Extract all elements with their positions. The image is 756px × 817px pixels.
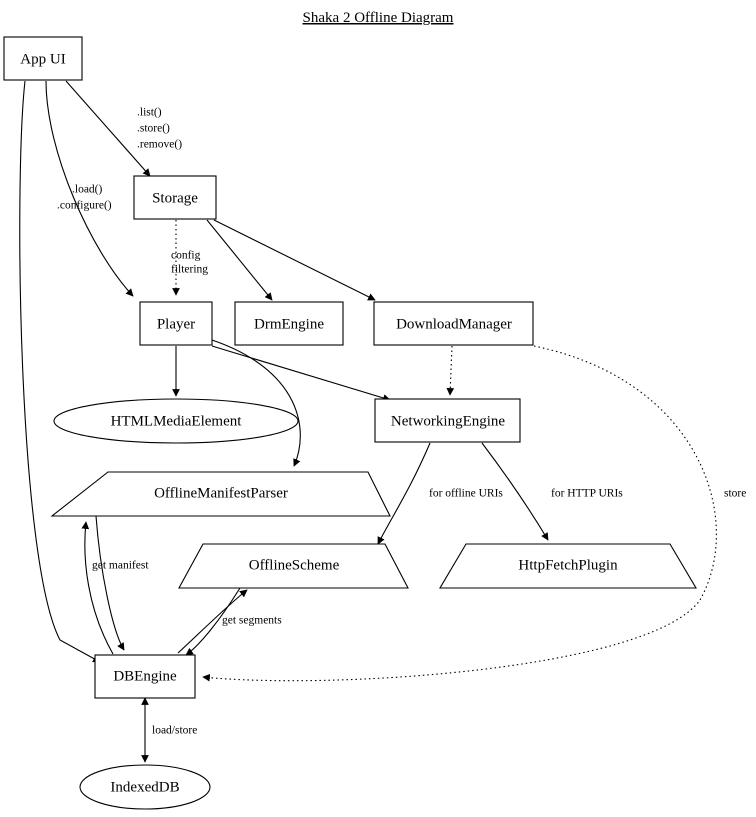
edge-label-load-configure bbox=[57, 184, 112, 212]
node-app-ui-label: App UI bbox=[20, 51, 66, 68]
node-offline-manifest-parser[interactable] bbox=[52, 472, 390, 516]
node-indexeddb[interactable] bbox=[80, 765, 210, 809]
edge-storage-to-download-manager bbox=[214, 220, 375, 300]
edge-label-line: .load() bbox=[72, 183, 103, 196]
node-networking-engine-label: NetworkingEngine bbox=[390, 413, 506, 430]
node-http-fetch-plugin[interactable] bbox=[440, 544, 696, 588]
edge-label-get-segments: get segments bbox=[222, 614, 282, 627]
page-title: Shaka 2 Offline Diagram bbox=[302, 10, 454, 26]
node-networking-engine[interactable] bbox=[375, 399, 520, 442]
edge-networking-engine-to-offline-scheme bbox=[378, 443, 430, 544]
node-html-media-element-label: HTMLMediaElement bbox=[110, 413, 242, 430]
node-storage[interactable] bbox=[134, 176, 216, 219]
edge-label-config-filtering bbox=[171, 250, 208, 276]
node-drm-engine-label: DrmEngine bbox=[254, 316, 324, 333]
node-download-manager-label: DownloadManager bbox=[396, 316, 512, 333]
edge-label-store: store bbox=[724, 487, 747, 500]
edge-storage-to-drm-engine bbox=[207, 220, 272, 300]
node-offline-scheme[interactable] bbox=[179, 544, 408, 588]
node-db-engine-label: DBEngine bbox=[113, 668, 177, 685]
edge-label-load-store: load/store bbox=[152, 724, 198, 737]
edge-player-to-networking-engine bbox=[212, 346, 390, 400]
edge-label-get-manifest: get manifest bbox=[92, 559, 149, 572]
edge-label-line: config bbox=[171, 249, 201, 262]
node-offline-manifest-parser-label: OfflineManifestParser bbox=[154, 485, 288, 502]
node-indexeddb-label: IndexedDB bbox=[110, 779, 180, 796]
edge-app-ui-to-db-engine bbox=[20, 81, 100, 662]
node-offline-scheme-label: OfflineScheme bbox=[248, 557, 340, 574]
edge-label-line: .store() bbox=[137, 122, 170, 135]
edge-label-line: .configure() bbox=[57, 199, 112, 212]
node-storage-label: Storage bbox=[152, 190, 198, 207]
node-player-label: Player bbox=[156, 316, 196, 333]
edge-label-list-store-remove bbox=[137, 107, 182, 151]
edge-label-for-http-uris: for HTTP URIs bbox=[551, 487, 623, 500]
edge-label-line: filtering bbox=[171, 263, 209, 276]
node-db-engine[interactable] bbox=[95, 655, 195, 698]
node-player[interactable] bbox=[140, 302, 212, 345]
edge-label-for-offline-uris: for offline URIs bbox=[429, 487, 503, 500]
edge-download-manager-to-networking-engine bbox=[450, 346, 452, 395]
edge-label-line: .list() bbox=[137, 106, 162, 119]
node-app-ui[interactable] bbox=[4, 37, 82, 80]
node-download-manager[interactable] bbox=[374, 302, 533, 345]
node-drm-engine[interactable] bbox=[235, 302, 343, 345]
edge-label-line: .remove() bbox=[137, 138, 183, 151]
edge-offline-manifest-parser-to-db-engine bbox=[96, 516, 124, 650]
node-html-media-element[interactable] bbox=[54, 399, 298, 443]
node-http-fetch-plugin-label: HttpFetchPlugin bbox=[518, 557, 618, 574]
